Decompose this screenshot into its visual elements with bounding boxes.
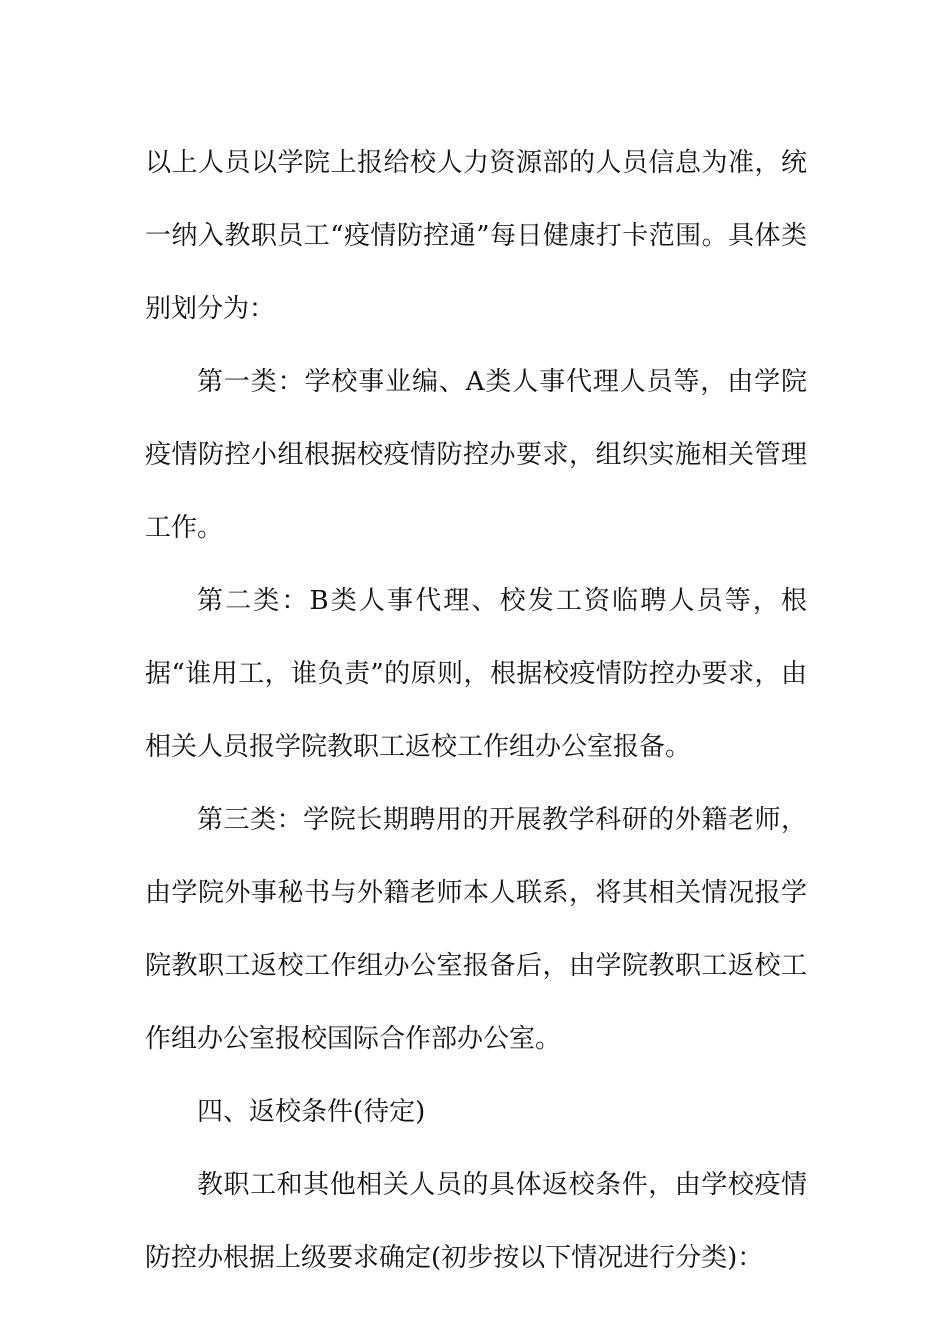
- paragraph-personnel-scope: 以上人员以学院上报给校人力资源部的人员信息为准，统一纳入教职员工“疫情防控通”每日健康打卡范围。具体类别划分为：: [145, 148, 807, 324]
- paragraph-category-three: 第三类：学院长期聘用的开展教学科研的外籍老师，由学院外事秘书与外籍老师本人联系，将其相关情况报学院教职工返校工作组办公室报备后，由学院教职工返校工作组办公室报校国际合作部办公室。: [145, 805, 807, 1054]
- section-heading-return-conditions: 四、返校条件(待定): [197, 1097, 426, 1127]
- paragraph-return-conditions: 教职工和其他相关人员的具体返校条件，由学校疫情防控办根据上级要求确定(初步按以下情况进行分类)：: [145, 1170, 807, 1273]
- document-body: [145, 127, 807, 1295]
- paragraph-category-two: 第二类：B类人事代理、校发工资临聘人员等，根据“谁用工，谁负责”的原则，根据校疫情防控办要求，由相关人员报学院教职工返校工作组办公室报备。: [145, 586, 807, 762]
- paragraph-category-one: 第一类：学校事业编、A类人事代理人员等，由学院疫情防控小组根据校疫情防控办要求，组织实施相关管理工作。: [145, 367, 807, 543]
